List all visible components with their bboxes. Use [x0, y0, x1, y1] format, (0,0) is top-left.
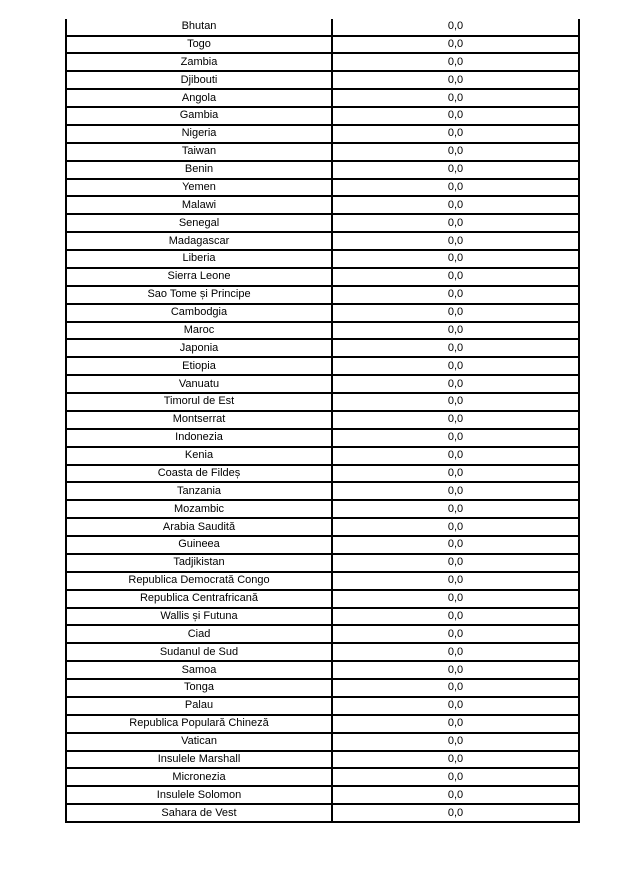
country-cell: Tadjikistan	[66, 554, 332, 572]
value-cell: 0,0	[332, 36, 579, 54]
value-cell: 0,0	[332, 53, 579, 71]
country-cell: Togo	[66, 36, 332, 54]
country-cell: Taiwan	[66, 143, 332, 161]
table-row	[66, 679, 579, 697]
country-cell: Nigeria	[66, 125, 332, 143]
table-row	[66, 357, 579, 375]
table-row	[66, 19, 579, 36]
table-row	[66, 89, 579, 107]
table-row	[66, 179, 579, 197]
country-cell: Kenia	[66, 447, 332, 465]
country-cell: Sudanul de Sud	[66, 643, 332, 661]
table-row	[66, 715, 579, 733]
table-row	[66, 608, 579, 626]
country-cell: Vanuatu	[66, 375, 332, 393]
country-cell: Mozambic	[66, 500, 332, 518]
value-cell: 0,0	[332, 518, 579, 536]
value-cell: 0,0	[332, 286, 579, 304]
country-cell: Benin	[66, 161, 332, 179]
value-cell: 0,0	[332, 697, 579, 715]
value-cell: 0,0	[332, 232, 579, 250]
country-cell: Republica Populară Chineză	[66, 715, 332, 733]
country-cell: Djibouti	[66, 71, 332, 89]
value-cell: 0,0	[332, 733, 579, 751]
value-cell: 0,0	[332, 125, 579, 143]
value-cell: 0,0	[332, 357, 579, 375]
country-cell: Micronezia	[66, 768, 332, 786]
value-cell: 0,0	[332, 250, 579, 268]
country-cell: Sao Tome și Principe	[66, 286, 332, 304]
value-cell: 0,0	[332, 107, 579, 125]
country-cell: Madagascar	[66, 232, 332, 250]
table-row	[66, 429, 579, 447]
value-cell: 0,0	[332, 143, 579, 161]
country-cell: Timorul de Est	[66, 393, 332, 411]
value-cell: 0,0	[332, 179, 579, 197]
value-cell: 0,0	[332, 214, 579, 232]
value-cell: 0,0	[332, 161, 579, 179]
country-cell: Arabia Saudită	[66, 518, 332, 536]
country-cell: Guineea	[66, 536, 332, 554]
country-cell: Yemen	[66, 179, 332, 197]
table-row	[66, 804, 579, 822]
value-cell: 0,0	[332, 643, 579, 661]
country-cell: Ciad	[66, 625, 332, 643]
country-value-table	[65, 19, 580, 823]
value-cell: 0,0	[332, 375, 579, 393]
country-cell: Republica Democrată Congo	[66, 572, 332, 590]
country-cell: Zambia	[66, 53, 332, 71]
country-cell: Angola	[66, 89, 332, 107]
country-cell: Malawi	[66, 196, 332, 214]
country-cell: Samoa	[66, 661, 332, 679]
value-cell: 0,0	[332, 679, 579, 697]
table-row	[66, 447, 579, 465]
table-row	[66, 322, 579, 340]
table-row	[66, 286, 579, 304]
value-cell: 0,0	[332, 554, 579, 572]
country-cell: Insulele Solomon	[66, 786, 332, 804]
value-cell: 0,0	[332, 71, 579, 89]
country-cell: Vatican	[66, 733, 332, 751]
table-row	[66, 393, 579, 411]
value-cell: 0,0	[332, 608, 579, 626]
table-row	[66, 268, 579, 286]
table-row	[66, 304, 579, 322]
value-cell: 0,0	[332, 536, 579, 554]
value-cell: 0,0	[332, 196, 579, 214]
table-row	[66, 232, 579, 250]
country-cell: Maroc	[66, 322, 332, 340]
value-cell: 0,0	[332, 429, 579, 447]
value-cell: 0,0	[332, 393, 579, 411]
table-row	[66, 733, 579, 751]
table-row	[66, 482, 579, 500]
table-row	[66, 697, 579, 715]
table-row	[66, 125, 579, 143]
table-row	[66, 661, 579, 679]
value-cell: 0,0	[332, 804, 579, 822]
table-row	[66, 751, 579, 769]
country-cell: Republica Centrafricană	[66, 590, 332, 608]
country-cell: Montserrat	[66, 411, 332, 429]
value-cell: 0,0	[332, 751, 579, 769]
country-cell: Tonga	[66, 679, 332, 697]
country-cell: Coasta de Fildeș	[66, 465, 332, 483]
country-cell: Wallis și Futuna	[66, 608, 332, 626]
table-row	[66, 53, 579, 71]
value-cell: 0,0	[332, 304, 579, 322]
country-cell: Japonia	[66, 339, 332, 357]
table-row	[66, 465, 579, 483]
table-row	[66, 375, 579, 393]
country-cell: Sierra Leone	[66, 268, 332, 286]
value-cell: 0,0	[332, 322, 579, 340]
value-cell: 0,0	[332, 768, 579, 786]
value-cell: 0,0	[332, 339, 579, 357]
country-cell: Cambodgia	[66, 304, 332, 322]
table-row	[66, 36, 579, 54]
table-row	[66, 107, 579, 125]
table-row	[66, 411, 579, 429]
value-cell: 0,0	[332, 625, 579, 643]
value-cell: 0,0	[332, 786, 579, 804]
value-cell: 0,0	[332, 482, 579, 500]
table-row	[66, 625, 579, 643]
value-cell: 0,0	[332, 661, 579, 679]
table-row	[66, 161, 579, 179]
value-cell: 0,0	[332, 447, 579, 465]
country-cell: Gambia	[66, 107, 332, 125]
value-cell: 0,0	[332, 590, 579, 608]
table-row	[66, 196, 579, 214]
table-row	[66, 214, 579, 232]
value-cell: 0,0	[332, 411, 579, 429]
table-row	[66, 250, 579, 268]
table-row	[66, 143, 579, 161]
value-cell: 0,0	[332, 19, 579, 36]
country-cell: Liberia	[66, 250, 332, 268]
value-cell: 0,0	[332, 465, 579, 483]
country-cell: Bhutan	[66, 19, 332, 36]
table-row	[66, 500, 579, 518]
value-cell: 0,0	[332, 572, 579, 590]
table-row	[66, 536, 579, 554]
value-cell: 0,0	[332, 268, 579, 286]
table-row	[66, 590, 579, 608]
table-row	[66, 786, 579, 804]
country-cell: Indonezia	[66, 429, 332, 447]
value-cell: 0,0	[332, 500, 579, 518]
table-row	[66, 768, 579, 786]
table-row	[66, 554, 579, 572]
table-row	[66, 572, 579, 590]
country-cell: Tanzania	[66, 482, 332, 500]
country-cell: Insulele Marshall	[66, 751, 332, 769]
table-row	[66, 71, 579, 89]
country-cell: Senegal	[66, 214, 332, 232]
table-body	[66, 19, 579, 822]
table-row	[66, 643, 579, 661]
table-row	[66, 518, 579, 536]
country-cell: Sahara de Vest	[66, 804, 332, 822]
value-cell: 0,0	[332, 715, 579, 733]
table-row	[66, 339, 579, 357]
value-cell: 0,0	[332, 89, 579, 107]
country-cell: Etiopia	[66, 357, 332, 375]
country-cell: Palau	[66, 697, 332, 715]
